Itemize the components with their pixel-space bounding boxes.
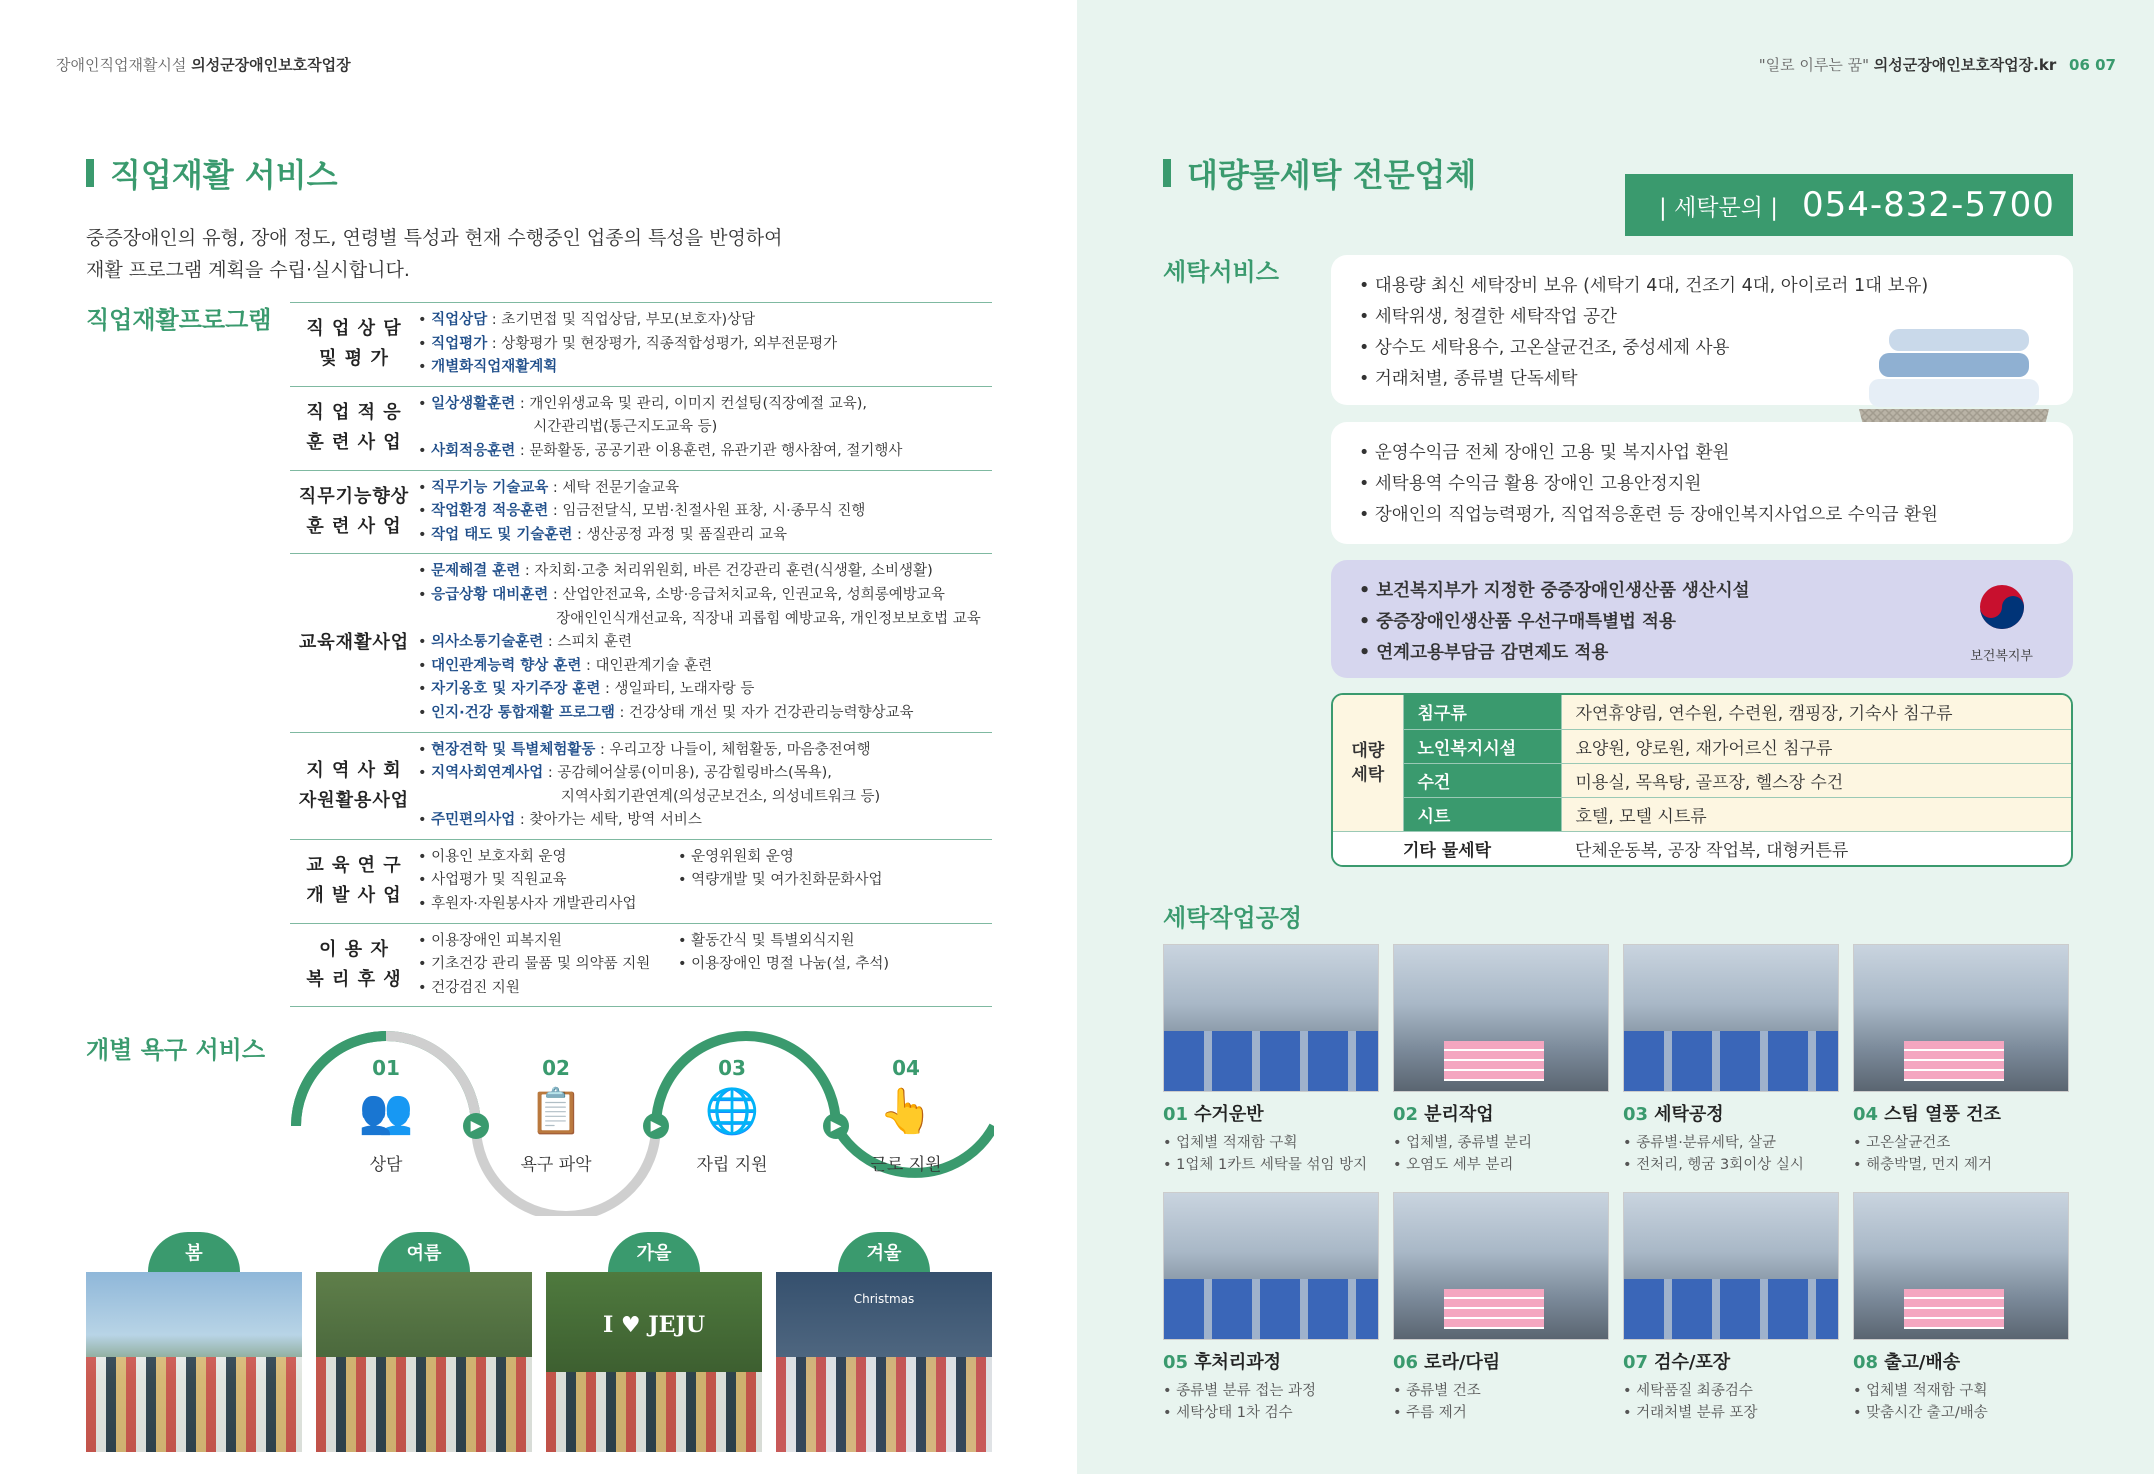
- process-photo: [1393, 1192, 1609, 1340]
- program-item: • 인지·건강 통합재활 프로그램 : 건강상태 개선 및 자가 건강관리능력향상교육: [418, 704, 914, 721]
- program-name: 직무기능향상 훈 련 사 업: [298, 485, 410, 537]
- process-desc: • 세탁품질 최종검수 • 거래처별 분류 포장: [1623, 1383, 1758, 1421]
- program-item: • 이용인 보호자회 운영: [418, 848, 567, 865]
- season-tag: 봄: [148, 1232, 240, 1272]
- program-items: [418, 309, 992, 380]
- header-org: 의성군장애인보호작업장: [191, 56, 351, 74]
- program-item: • 후원자·자원봉사자 개발관리사업: [418, 896, 637, 913]
- service-step: [672, 1056, 792, 1175]
- service-step: [496, 1056, 616, 1175]
- table-value: 호텔, 모텔 시트류: [1561, 797, 2071, 831]
- program-items: [418, 477, 992, 548]
- laundry-title: 세탁서비스: [1163, 258, 1279, 286]
- table-category: 노인복지시설: [1403, 729, 1561, 763]
- program-item: • 대인관계능력 향상 훈련 : 대인관계기술 훈련: [418, 657, 713, 674]
- table-category-other: 기타 물세탁: [1333, 831, 1561, 865]
- process-title: 02 분리작업: [1393, 1104, 1494, 1125]
- page-title: 대량물세탁 전문업체: [1187, 156, 1477, 194]
- process-photo: [1623, 1192, 1839, 1340]
- program-items: [418, 739, 992, 833]
- program-name: 직 업 적 응 훈 련 사 업: [306, 402, 402, 454]
- table-category: 침구류: [1403, 695, 1561, 729]
- process-desc: • 업체별, 종류별 분리 • 오염도 세부 분리: [1393, 1135, 1533, 1173]
- program-item: • 이용장애인 명절 나눔(설, 추석): [678, 956, 890, 973]
- header-slogan: "일로 이루는 꿈": [1758, 56, 1869, 74]
- program-item: • 의사소통기술훈련 : 스피치 훈련: [418, 634, 632, 651]
- program-item: • 운영위원회 운영: [678, 848, 794, 865]
- program-name: 교 육 연 구 개 발 사 업: [306, 855, 402, 907]
- service-step: [846, 1056, 966, 1175]
- program-item: • 작업환경 적응훈련 : 임금전달식, 모범·친절사원 표창, 시·종무식 진행: [418, 503, 866, 520]
- season-spring: [86, 1232, 302, 1452]
- process-photo: [1163, 944, 1379, 1092]
- needs-icon: 📋: [528, 1086, 584, 1137]
- laundry-box-2: [1331, 422, 2073, 544]
- step-label: 상담: [369, 1155, 403, 1175]
- bullet-item: • 중증장애인생산품 우선구매특별법 적용: [1359, 612, 1676, 632]
- group-photo: [546, 1272, 762, 1452]
- arrow-icon: ▶: [823, 1113, 849, 1139]
- ministry-logo: [1970, 584, 2033, 672]
- process-title: 06 로라/다림: [1393, 1352, 1501, 1373]
- step-num: 04: [892, 1056, 920, 1080]
- program-name: 지 역 사 회 자원활용사업: [298, 759, 410, 811]
- work-icon: 👆: [878, 1086, 934, 1137]
- step-num: 01: [372, 1056, 400, 1080]
- title-bar: [86, 159, 94, 187]
- group-photo: [316, 1272, 532, 1452]
- title-bar: [1163, 159, 1171, 187]
- process-title: 04 스팀 열풍 건조: [1853, 1104, 2001, 1125]
- bullet-item: • 상수도 세탁용수, 고온살균건조, 중성세제 사용: [1359, 338, 1730, 358]
- process-title: 세탁작업공정: [1163, 904, 1303, 932]
- table-value: 자연휴양림, 연수원, 수련원, 캠핑장, 기숙사 침구류: [1561, 695, 2071, 729]
- program-item: • 직업평가 : 상황평가 및 현장평가, 직종적합성평가, 외부전문평가: [418, 335, 838, 352]
- process-desc: • 업체별 적재함 구획 • 1업체 1카트 세탁물 섞임 방지: [1163, 1135, 1368, 1173]
- program-item: • 활동간식 및 특별외식지원: [678, 932, 855, 949]
- process-title: 08 출고/배송: [1853, 1352, 1961, 1373]
- globe-icon: 🌐: [704, 1086, 760, 1137]
- bullet-item: • 거래처별, 종류별 단독세탁: [1359, 369, 1578, 389]
- program-row: [290, 839, 992, 923]
- right-header: [1759, 54, 2116, 75]
- table-category: 수건: [1403, 763, 1561, 797]
- program-item: • 기초건강 관리 물품 및 의약품 지원: [418, 956, 651, 973]
- intro-line: 재활 프로그램 계획을 수립·실시합니다.: [86, 259, 410, 281]
- program-item: • 응급상황 대비훈련 : 산업안전교육, 소방·응급처치교육, 인권교육, 성희롱예방교육 장애인인식개선교육, 직장내 괴롭힘 예방교육, 개인정보보호법 교육: [418, 586, 981, 627]
- program-table: [290, 302, 992, 1007]
- program-item: • 현장견학 및 특별체험활동 : 우리고장 나들이, 체험활동, 마음충전여행: [418, 741, 871, 758]
- program-item: • 직무기능 기술교육 : 세탁 전문기술교육: [418, 479, 680, 496]
- program-item: • 자기옹호 및 자기주장 훈련 : 생일파티, 노래자랑 등: [418, 681, 755, 698]
- season-tag: 겨울: [838, 1232, 930, 1272]
- process-desc: • 종류별·분류세탁, 살균 • 전처리, 헹굼 3회이상 실시: [1623, 1135, 1804, 1173]
- ministry-name: 보건복지부: [1970, 649, 2033, 664]
- bullet-item: • 세탁위생, 청결한 세탁작업 공간: [1359, 307, 1617, 327]
- photo-sign: Christmas: [853, 1292, 915, 1306]
- step-label: 근로 지원: [870, 1155, 942, 1175]
- process-step: [1623, 1192, 1839, 1424]
- group-photo: [776, 1272, 992, 1452]
- right-page: [1077, 0, 2154, 1474]
- laundry-box-3: [1331, 560, 2073, 678]
- program-items: [418, 846, 992, 917]
- laundry-type-table: [1331, 693, 2073, 867]
- program-item: • 건강검진 지원: [418, 979, 520, 996]
- bullet-list: [1359, 438, 2045, 531]
- program-items: [418, 560, 992, 725]
- program-name: 직 업 상 담 및 평 가: [306, 318, 402, 370]
- table-value: 요양원, 양로원, 재가어르신 침구류: [1561, 729, 2071, 763]
- header-label: 장애인직업재활시설: [56, 56, 187, 74]
- process-title: 07 검수/포장: [1623, 1352, 1731, 1373]
- program-item: • 지역사회연계사업 : 공감헤어살롱(이미용), 공감힐링바스(목욕), 지역사회기관연계(의성군보건소, 의성네트워크 등): [418, 765, 881, 805]
- step-num: 02: [542, 1056, 570, 1080]
- bullet-item: • 보건복지부가 지정한 중증장애인생산품 생산시설: [1359, 581, 1750, 601]
- laundry-box-1: [1331, 255, 2073, 405]
- step-label: 욕구 파악: [520, 1155, 592, 1175]
- table-category: 시트: [1403, 797, 1561, 831]
- process-photo: [1853, 1192, 2069, 1340]
- counseling-icon: 👥: [358, 1086, 414, 1137]
- program-item: • 주민편의사업 : 찾아가는 세탁, 방역 서비스: [418, 812, 702, 829]
- bullet-item: • 세탁용역 수익금 활용 장애인 고용안정지원: [1359, 474, 1702, 494]
- service-step: [326, 1056, 446, 1175]
- program-item: • 사업평가 및 직원교육: [418, 872, 567, 889]
- process-desc: • 종류별 분류 접는 과정 • 세탁상태 1차 검수: [1163, 1383, 1317, 1421]
- process-title: 03 세탁공정: [1623, 1104, 1724, 1125]
- individual-title: 개별 욕구 서비스: [86, 1036, 265, 1064]
- process-title: 01 수거운반: [1163, 1104, 1264, 1125]
- process-step: [1393, 1192, 1609, 1424]
- intro-text: [86, 222, 986, 286]
- process-desc: • 종류별 건조 • 주름 제거: [1393, 1383, 1481, 1421]
- phone-number[interactable]: 054-832-5700: [1802, 185, 2055, 225]
- program-item: • 이용장애인 피복지원: [418, 932, 562, 949]
- program-row: [290, 923, 992, 1008]
- table-head: 대량 세탁: [1333, 695, 1403, 831]
- program-items: [418, 393, 992, 464]
- page-title: 직업재활 서비스: [110, 156, 338, 194]
- process-desc: • 업체별 적재함 구획 • 맞춤시간 출고/배송: [1853, 1383, 1988, 1421]
- program-row: [290, 386, 992, 470]
- program-item: • 일상생활훈련 : 개인위생교육 및 관리, 이미지 컨설팅(직장예절 교육), 시간관리법(통근지도교육 등): [418, 395, 868, 436]
- program-row: [290, 470, 992, 554]
- table-value: 단체운동복, 공장 작업복, 대형커튼류: [1575, 840, 1849, 861]
- program-item: • 직업상담 : 초기면접 및 직업상담, 부모(보호자)상담: [418, 312, 756, 328]
- process-step: [1163, 1192, 1379, 1424]
- program-item: [678, 893, 992, 917]
- page-numbers: 06 07: [2069, 56, 2116, 74]
- program-item: [678, 977, 992, 1001]
- bullet-item: • 연계고용부담금 감면제도 적용: [1359, 643, 1609, 663]
- bullet-item: • 운영수익금 전체 장애인 고용 및 복지사업 환원: [1359, 443, 1730, 463]
- bullet-item: • 장애인의 직업능력평가, 직업적응훈련 등 장애인복지사업으로 수익금 환원: [1359, 505, 1938, 525]
- process-desc: • 고온살균건조 • 해충박멸, 먼지 제거: [1853, 1135, 1993, 1173]
- season-summer: [316, 1232, 532, 1452]
- program-item: • 문제해결 훈련 : 자치회·고충 처리위원회, 바른 건강관리 훈련(식생활, 소비생활): [418, 563, 933, 580]
- process-photo: [1853, 944, 2069, 1092]
- process-step: [1163, 944, 1379, 1176]
- program-name: 교육재활사업: [298, 631, 410, 653]
- process-photo: [1623, 944, 1839, 1092]
- individual-service-flow: [290, 1026, 994, 1216]
- program-item: • 사회적응훈련 : 문화활동, 공공기관 이용훈련, 유관기관 행사참여, 절기행사: [418, 442, 903, 459]
- intro-line: 중증장애인의 유형, 장애 정도, 연령별 특성과 현재 수행중인 업종의 특성을 반영하여: [86, 227, 783, 249]
- phone-banner[interactable]: [1625, 174, 2073, 236]
- program-item: • 개별화직업재활계획: [418, 359, 558, 376]
- season-tag: 여름: [378, 1232, 470, 1272]
- group-photo: [86, 1272, 302, 1452]
- process-step: [1853, 1192, 2069, 1424]
- taegeuk-icon: [1979, 584, 2025, 630]
- program-row: [290, 732, 992, 839]
- process-step: [1393, 944, 1609, 1176]
- bullet-list: [1359, 576, 2045, 669]
- bullet-item: • 대용량 최신 세탁장비 보유 (세탁기 4대, 건조기 4대, 아이로러 1대 보유): [1359, 276, 1929, 296]
- program-items: [418, 930, 992, 1001]
- program-name: 이 용 자 복 리 후 생: [306, 939, 402, 991]
- program-item: • 역량개발 및 여가친화문화사업: [678, 872, 883, 889]
- season-winter: [776, 1232, 992, 1452]
- season-autumn: [546, 1232, 762, 1452]
- program-row: [290, 553, 992, 731]
- process-title: 05 후처리과정: [1163, 1352, 1282, 1373]
- section-title-vocational: [86, 150, 338, 196]
- header-site[interactable]: 의성군장애인보호작업장.kr: [1873, 56, 2057, 74]
- process-photo: [1163, 1192, 1379, 1340]
- section-title-laundry: [1163, 150, 1476, 196]
- step-num: 03: [718, 1056, 746, 1080]
- step-label: 자립 지원: [696, 1155, 768, 1175]
- photo-sign: I ♥ JEJU: [602, 1312, 706, 1338]
- program-row: [290, 302, 992, 386]
- phone-label: | 세탁문의 |: [1659, 194, 1778, 221]
- arrow-icon: ▶: [463, 1113, 489, 1139]
- table-value: 미용실, 목욕탕, 골프장, 헬스장 수건: [1561, 763, 2071, 797]
- left-header: [56, 54, 351, 75]
- process-step: [1623, 944, 1839, 1176]
- process-photo: [1393, 944, 1609, 1092]
- program-title: 직업재활프로그램: [86, 306, 272, 334]
- process-step: [1853, 944, 2069, 1176]
- season-tag: 가을: [608, 1232, 700, 1272]
- program-item: • 작업 태도 및 기술훈련 : 생산공정 과정 및 품질관리 교육: [418, 526, 788, 543]
- arrow-icon: ▶: [643, 1113, 669, 1139]
